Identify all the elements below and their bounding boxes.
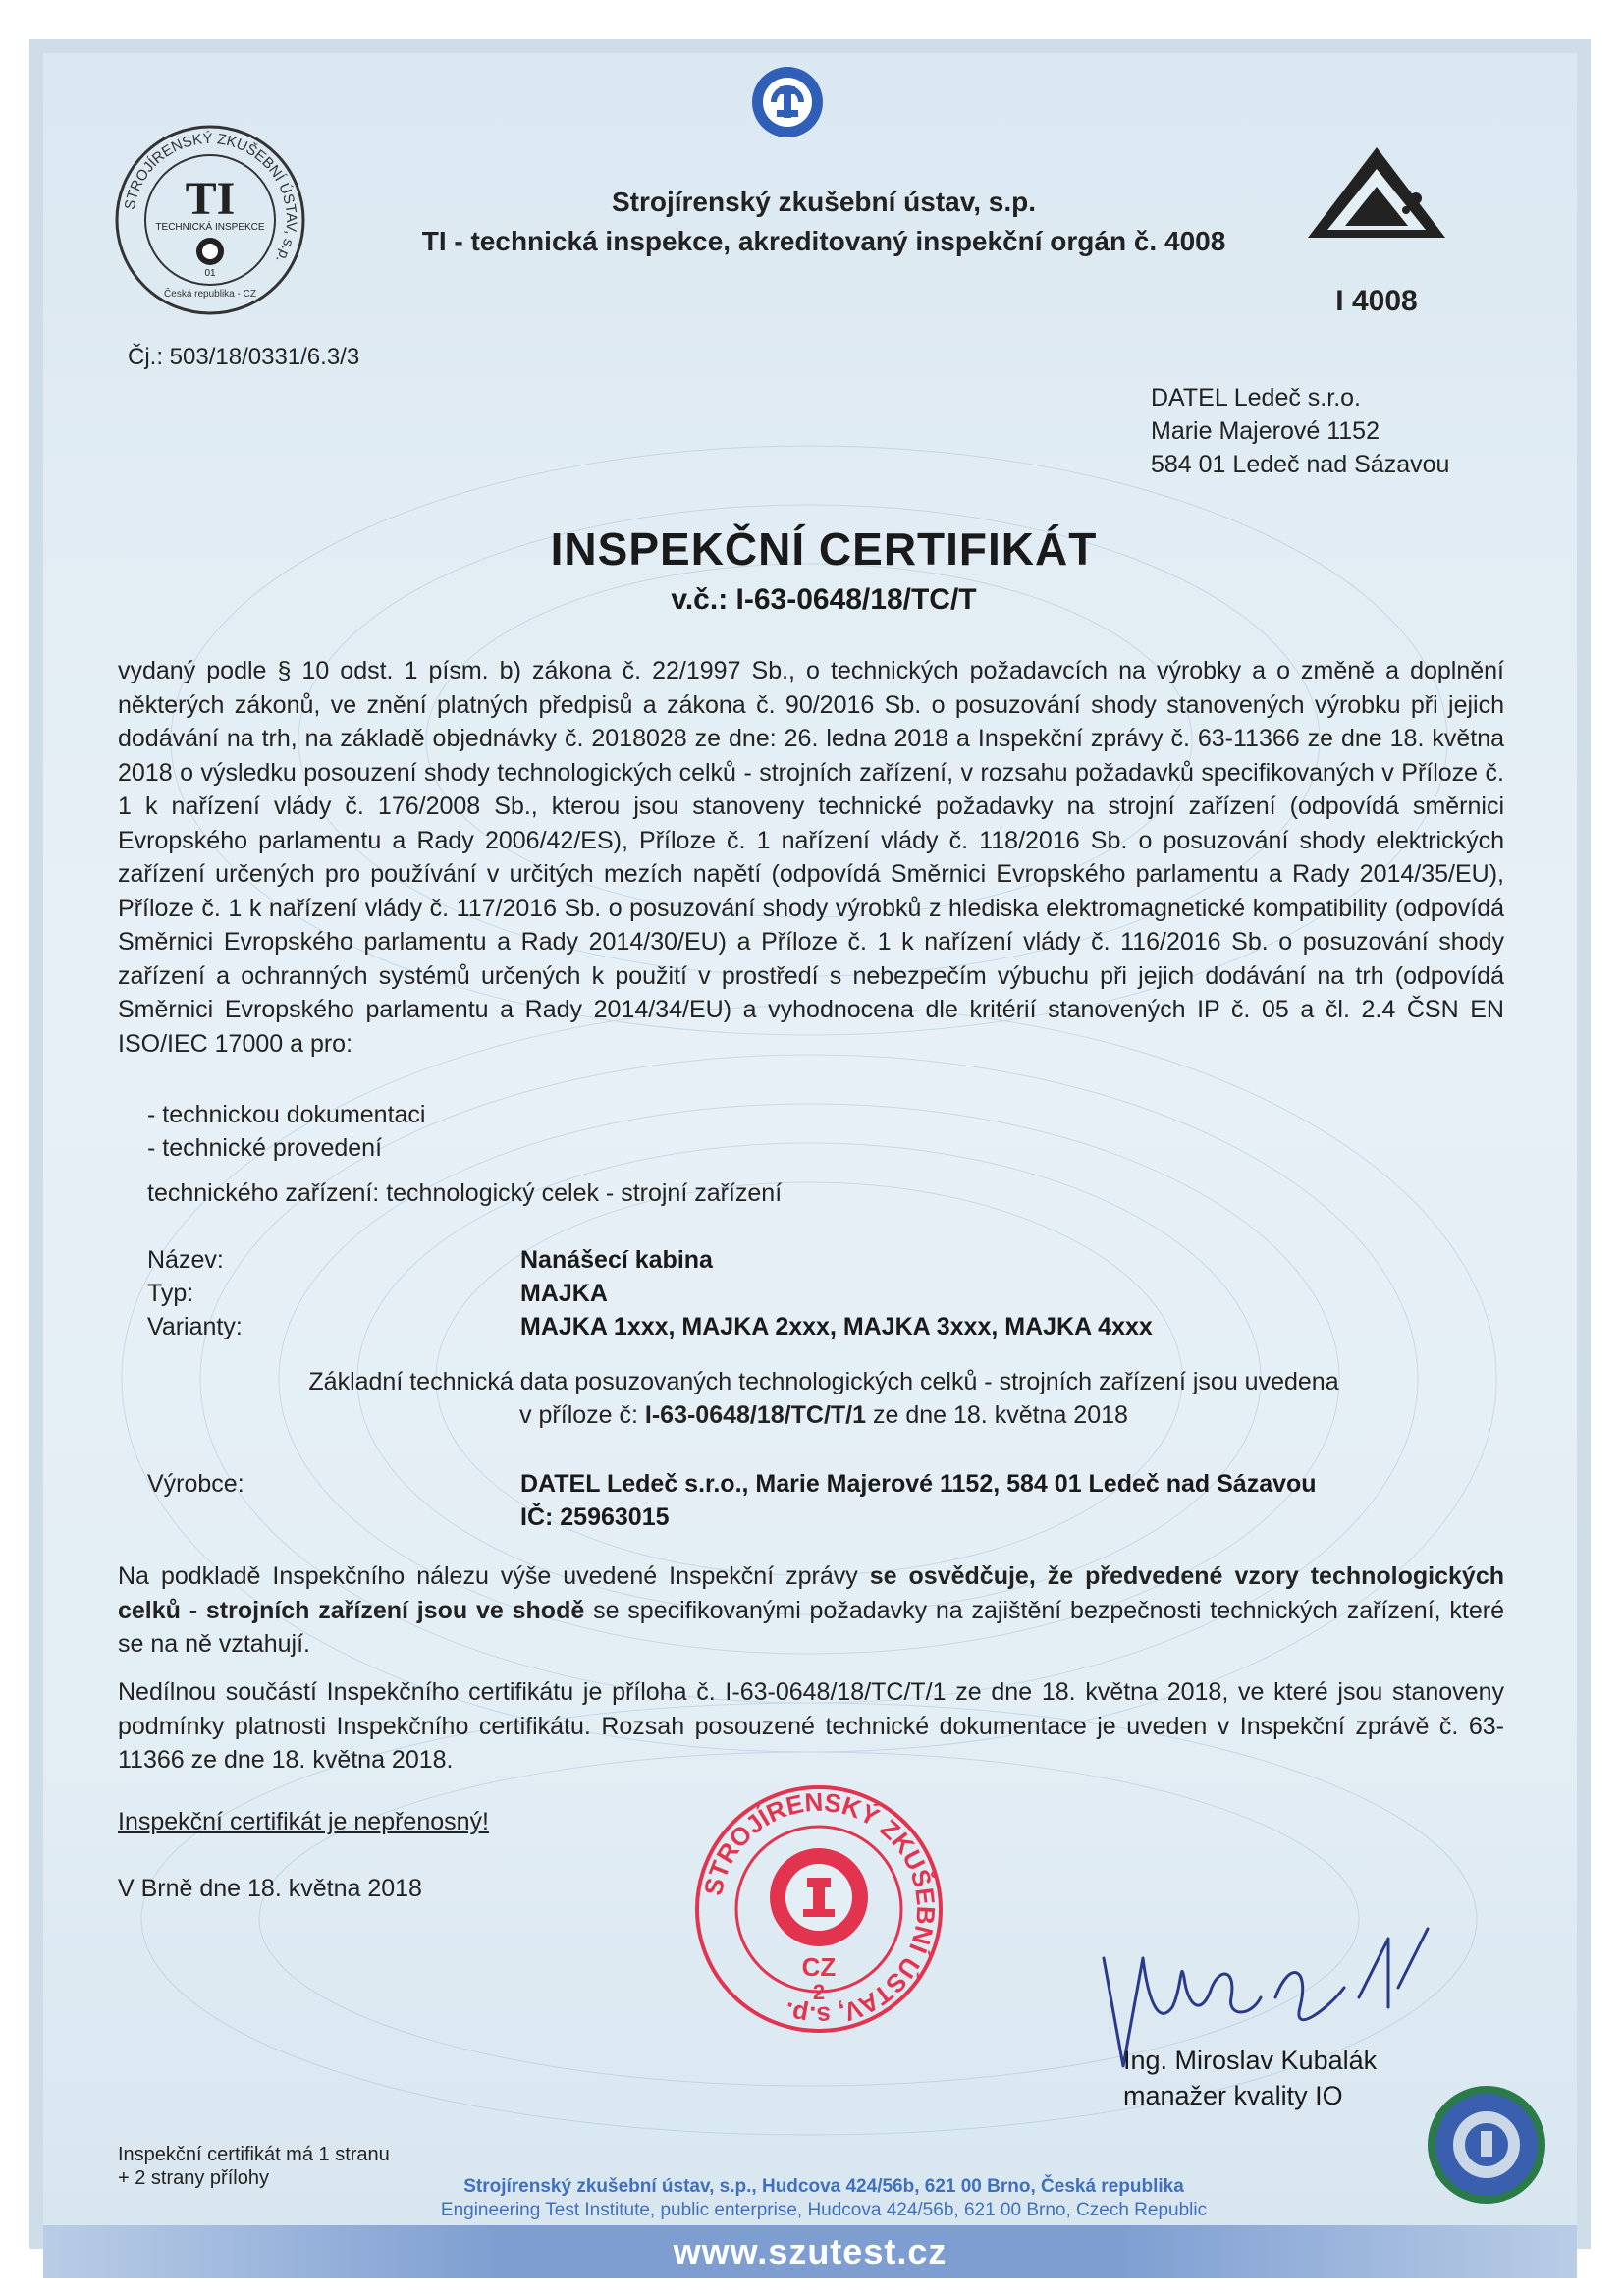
certificate-title: INSPEKČNÍ CERTIFIKÁT [550, 523, 1098, 574]
recipient-line1: DATEL Ledeč s.r.o. [1151, 384, 1361, 411]
equipment-line: technického zařízení: technologický celek - strojní zařízení [147, 1179, 783, 1207]
stamp-cz: CZ [801, 1952, 837, 1982]
ti-seal-big: TI [185, 173, 236, 225]
website-link[interactable]: www.szutest.cz [673, 2231, 947, 2271]
recipient-line3: 584 01 Ledeč nad Sázavou [1151, 451, 1450, 478]
conclusion-part1: Na podkladě Inspekčního nálezu výše uvedené Inspekční zprávy [118, 1562, 870, 1590]
annex-suffix: ze dne 18. května 2018 [872, 1401, 1128, 1429]
conclusion-part2: se specifikovanými požadavky na zajištění bezpečnosti technických zařízení, které se na ně vztahují. [118, 1596, 1504, 1658]
scope-list [147, 1098, 425, 1165]
manufacturer-label: Výrobce: [147, 1470, 244, 1498]
signatory-name: Ing. Miroslav Kubalák [1123, 2046, 1378, 2075]
technical-data-line1: Základní technická data posuzovaných technologických celků - strojních zařízení jsou uvedena [308, 1368, 1339, 1395]
place-date: V Brně dne 18. května 2018 [118, 1875, 422, 1902]
scope-item: - technické provedení [147, 1134, 383, 1162]
recipient-address [1151, 381, 1449, 481]
pages-note-line2: + 2 strany přílohy [118, 2167, 269, 2189]
type-value: MAJKA [520, 1280, 608, 1307]
type-label: Typ: [147, 1280, 194, 1307]
footer-address-cz: Strojírenský zkušební ústav, s.p., Hudcova 424/56b, 621 00 Brno, Česká republika [463, 2176, 1184, 2197]
signatory-block [1123, 2043, 1377, 2113]
certificate-number: v.č.: I-63-0648/18/TC/T [671, 583, 977, 616]
annex-ref: I-63-0648/18/TC/T/1 [644, 1401, 867, 1429]
signatory-role: manažer kvality IO [1123, 2081, 1343, 2110]
certificate-sheet [29, 39, 1591, 2271]
accreditation-number: I 4008 [1335, 285, 1418, 317]
annex-prefix: v příloze č: [519, 1401, 638, 1429]
technical-data-line2 [43, 1398, 1604, 1432]
variants-label: Varianty: [147, 1313, 243, 1340]
conclusion-bold: se osvědčuje, že předvedené vzory technologických celků - strojních zařízení jsou ve shodě [118, 1562, 1504, 1624]
ti-seal [112, 122, 308, 318]
cia-accreditation-logo [1298, 139, 1455, 267]
org-name: Strojírenský zkušební ústav, s.p. [611, 187, 1037, 217]
manufacturer-ico: IČ: 25963015 [520, 1503, 670, 1531]
ti-seal-num: 01 [204, 268, 216, 279]
ti-seal-country: Česká republika - CZ [164, 289, 256, 300]
manufacturer-value: DATEL Ledeč s.r.o., Marie Majerové 1152, 584 01 Ledeč nad Sázavou [520, 1470, 1317, 1498]
variants-value: MAJKA 1xxx, MAJKA 2xxx, MAJKA 3xxx, MAJKA 4xxx [520, 1313, 1153, 1340]
reference-number: Čj.: 503/18/0331/6.3/3 [128, 344, 360, 370]
name-value: Nanášecí kabina [520, 1246, 713, 1274]
pages-note-line1: Inspekční certifikát má 1 stranu [118, 2144, 390, 2165]
szu-logo-icon [748, 63, 827, 141]
stamp-ring-text: STROJÍRENSKÝ ZKUŠEBNÍ ÚSTAV, s.p. [697, 1786, 942, 2032]
red-stamp [691, 1781, 947, 2037]
recipient-line2: Marie Majerové 1152 [1151, 417, 1380, 445]
name-label: Název: [147, 1246, 224, 1274]
scope-item: - technickou dokumentaci [147, 1101, 426, 1128]
website-bar [43, 2225, 1577, 2278]
annex-paragraph: Nedílnou součástí Inspekčního certifikátu je příloha č. I-63-0648/18/TC/T/1 ze dne 18. května 2018, ve které jsou stanoveny podmínky platnosti Inspekčního certifikátu. Rozsah posouzené technické dokumentace je uveden v Inspekční zprávě č. 63-11366 ze dne 18. května 2018. [118, 1678, 1504, 1774]
stamp-num: 2 [812, 1980, 826, 2004]
non-transferable-note: Inspekční certifikát je nepřenosný! [118, 1808, 489, 1835]
ti-seal-small: TECHNICKÁ INSPEKCE [155, 222, 265, 233]
ti-seal-ring-text: STROJÍRENSKÝ ZKUŠEBNÍ ÚSTAV, s.p. [121, 130, 300, 267]
conclusion-paragraph [118, 1559, 1504, 1662]
intro-paragraph: vydaný podle § 10 odst. 1 písm. b) zákona č. 22/1997 Sb., o technických požadavcích na výrobky a o změně a doplnění některých zákonů, ve znění platných předpisů a zákona č. 90/2016 Sb. o posuzování shody stanovených výrobku při jejich dodávání na trh, na základě objednávky č. 2018028 ze dne: 26. ledna 2018 a Inspekční zprávy č. 63-11366 ze dne 18. května 2018 o výsledku posouzení shody technologických celků - strojních zařízení, v rozsahu požadavků specifikovaných v Příloze č. 1 k nařízení vlády č. 176/2008 Sb., kterou jsou stanoveny technické požadavky na strojní zařízení (odpovídá směrnici Evropského parlamentu a Rady 2006/42/ES), Příloze č. 1 nařízení vlády č. 118/2016 Sb. o posuzování shody elektrických zařízení určených pro používání v určitých mezích napětí (odpovídá Směrnici Evropského parlamentu a Rady 2014/35/EU), Příloze č. 1 k nařízení vlády č. 117/2016 Sb. o posuzování shody výrobků z hlediska elektromagnetické kompatibility (odpovídá Směrnici Evropského parlamentu a Rady 2014/30/EU) a Příloze č. 1 k nařízení vlády č. 116/2016 Sb. o posuzování shody zařízení a ochranných systémů určených k použití v prostředí s nebezpečím výbuchu při jejich dodávání na trh (odpovídá Směrnici Evropského parlamentu a Rady 2014/34/EU) a vyhodnocena dle kritérií stanovených IP č. 05 a čl. 2.4 ČSN EN ISO/IEC 17000 a pro: [118, 657, 1504, 1058]
org-subtitle: TI - technická inspekce, akreditovaný inspekční orgán č. 4008 [421, 226, 1226, 256]
footer-address-en: Engineering Test Institute, public enterprise, Hudcova 424/56b, 621 00 Brno, Czech Republic [440, 2200, 1208, 2220]
